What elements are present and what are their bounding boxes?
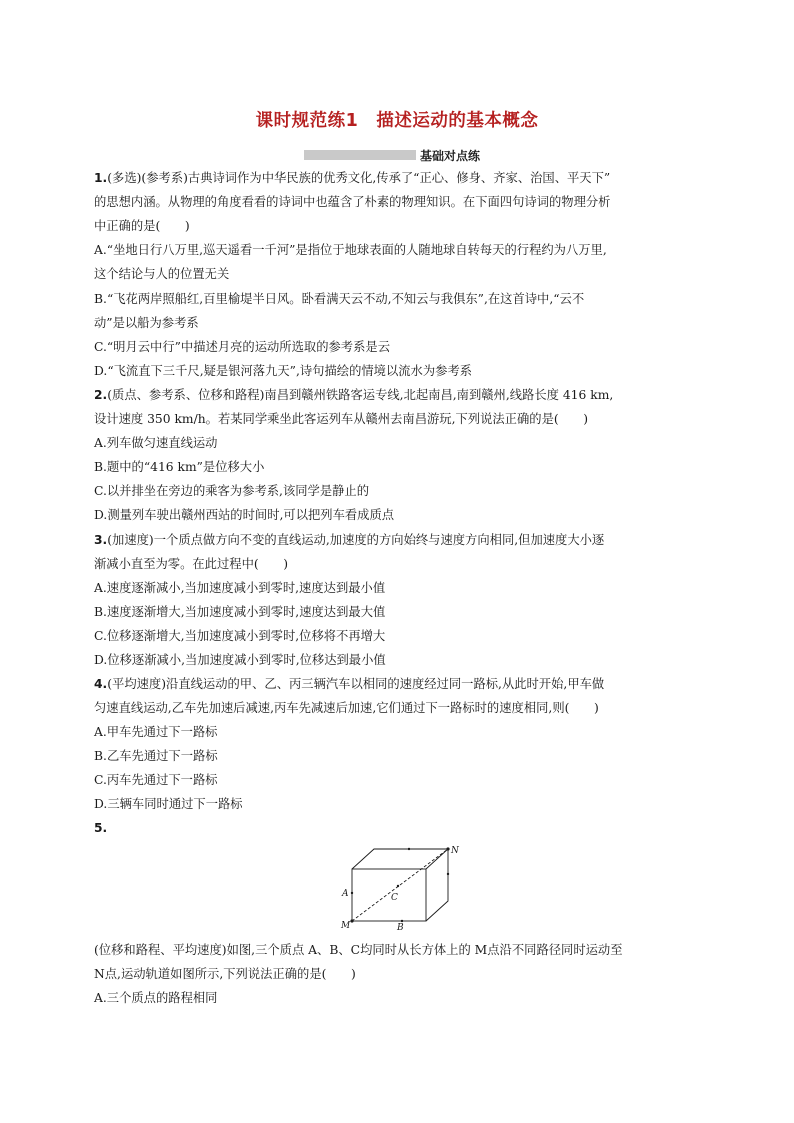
diagonal-path-c — [352, 849, 448, 921]
q5-number-line — [94, 820, 107, 836]
label-c: C — [391, 893, 398, 903]
q2-option-a: A.列车做匀速直线运动 — [94, 436, 218, 450]
q2-option-b: B.题中的“416 km”是位移大小 — [94, 460, 265, 474]
q1-stem-line-3: 中正确的是( ) — [94, 219, 190, 233]
q4-option-b: B.乙车先通过下一路标 — [94, 749, 218, 763]
q4-option-a: A.甲车先通过下一路标 — [94, 725, 218, 739]
q2-number: 2. — [94, 388, 108, 402]
section-header — [304, 148, 480, 162]
point-c-dot — [397, 885, 399, 887]
section-label: 基础对点练 — [420, 148, 481, 163]
top-edge-dot — [408, 848, 410, 850]
q2-stem-line-1: 2.(质点、参考系、位移和路程)南昌到赣州铁路客运专线,北起南昌,南到赣州,线路长度 416 km, — [94, 388, 614, 402]
q4-stem-line-1: 4.(平均速度)沿直线运动的甲、乙、丙三辆汽车以相同的速度经过同一路标,从此时开始,甲车做 — [94, 677, 605, 691]
q3-stem-line-1: 3.(加速度)一个质点做方向不变的直线运动,加速度的方向始终与速度方向相同,但加速度大小逐 — [94, 533, 605, 547]
q1-stem-line-2: 的思想内涵。从物理的角度看看的诗词中也蕴含了朴素的物理知识。在下面四句诗词的物理分析 — [94, 195, 611, 209]
q2-option-c: C.以并排坐在旁边的乘客为参考系,该同学是静止的 — [94, 484, 370, 498]
q1-option-b-line-2: 动”是以船为参考系 — [94, 316, 199, 330]
q4-option-d: D.三辆车同时通过下一路标 — [94, 797, 243, 811]
label-n: N — [451, 846, 459, 856]
cuboid-figure — [336, 838, 459, 933]
q3-option-a: A.速度逐渐减小,当加速度减小到零时,速度达到最小值 — [94, 581, 386, 595]
q3-option-b: B.速度逐渐增大,当加速度减小到零时,速度达到最大值 — [94, 605, 386, 619]
point-b-dot — [401, 920, 403, 922]
point-m-dot — [350, 919, 353, 922]
q1-option-a-line-2: 这个结论与人的位置无关 — [94, 267, 230, 281]
q5-stem-line-2: N点,运动轨道如图所示,下列说法正确的是( ) — [94, 967, 356, 981]
q3-option-d: D.位移逐渐减小,当加速度减小到零时,位移达到最小值 — [94, 653, 386, 667]
q2-stem-line-2: 设计速度 350 km/h。若某同学乘坐此客运列车从赣州去南昌游玩,下列说法正确的是( ) — [94, 412, 589, 426]
q2-option-d: D.测量列车驶出赣州西站的时间时,可以把列车看成质点 — [94, 508, 395, 522]
q5-option-a: A.三个质点的路程相同 — [94, 991, 218, 1005]
q1-option-b-line-1: B.“飞花两岸照船红,百里榆堤半日风。卧看满天云不动,不知云与我俱东”,在这首诗中,“云不 — [94, 292, 585, 306]
cuboid-right-face — [426, 849, 448, 921]
q3-option-c: C.位移逐渐增大,当加速度减小到零时,位移将不再增大 — [94, 629, 386, 643]
q1-number: 1. — [94, 171, 108, 185]
point-n-dot — [446, 847, 449, 850]
q4-option-c: C.丙车先通过下一路标 — [94, 773, 218, 787]
q5-number: 5. — [94, 821, 108, 835]
q3-number: 3. — [94, 533, 108, 547]
q1-option-a-line-1: A.“坐地日行八万里,巡天遥看一千河”是指位于地球表面的人随地球自转每天的行程约为八万里, — [94, 243, 607, 257]
q4-stem-line-2: 匀速直线运动,乙车先加速后减速,丙车先减速后加速,它们通过下一路标时的速度相同,则( ) — [94, 701, 599, 715]
q1-option-c: C.“明月云中行”中描述月亮的运动所选取的参考系是云 — [94, 340, 390, 354]
cuboid-top-face — [352, 849, 448, 869]
q4-number: 4. — [94, 677, 108, 691]
q5-stem-line-1: (位移和路程、平均速度)如图,三个质点 A、B、C均同时从长方体上的 M点沿不同路径同时运动至 — [94, 943, 623, 957]
cuboid-front-face — [352, 869, 426, 921]
label-m: M — [341, 921, 351, 931]
q1-stem-line-1: 1.(多选)(参考系)古典诗词作为中华民族的优秀文化,传承了“正心、修身、齐家、治国、平天下” — [94, 171, 611, 185]
q3-stem-line-2: 渐减小直至为零。在此过程中( ) — [94, 557, 289, 571]
right-edge-dot — [447, 873, 449, 875]
point-a-dot — [351, 892, 353, 894]
label-b: B — [397, 923, 404, 933]
label-a: A — [342, 889, 349, 899]
q1-option-d: D.“飞流直下三千尺,疑是银河落九天”,诗句描绘的情境以流水为参考系 — [94, 364, 473, 378]
page-title: 课时规范练1 描述运动的基本概念 — [255, 111, 539, 131]
section-bar — [304, 150, 416, 160]
